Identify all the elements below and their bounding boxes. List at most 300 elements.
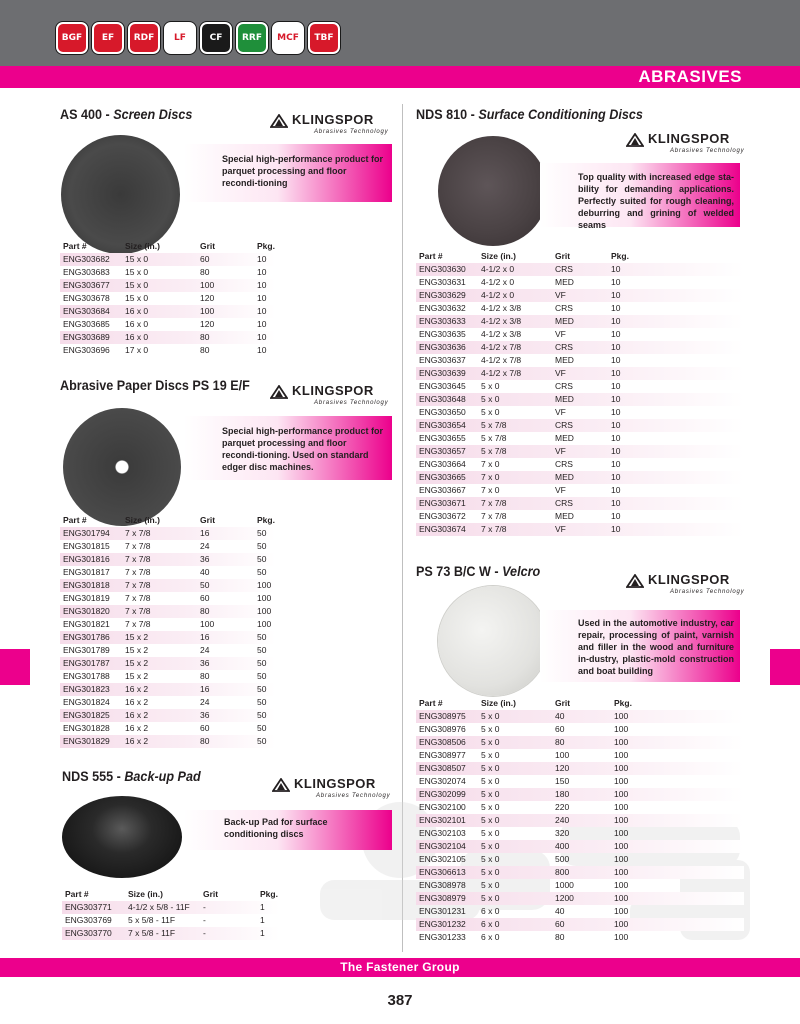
cell-grit: 180 xyxy=(555,789,570,799)
section-title-nds555 xyxy=(62,768,201,784)
cell-grit: 60 xyxy=(200,254,210,264)
cell-grit: CRS xyxy=(555,420,573,430)
cell-size: 7 x 7/8 xyxy=(125,541,151,551)
cell-part-number: ENG301829 xyxy=(63,736,110,746)
cell-part-number: ENG303696 xyxy=(63,345,110,355)
cell-pkg: 10 xyxy=(611,277,621,287)
cell-pkg: 10 xyxy=(257,280,267,290)
cell-pkg: 10 xyxy=(257,332,267,342)
cell-size: 4-1/2 x 5/8 - 11F xyxy=(128,902,190,912)
table-row xyxy=(62,927,280,940)
cell-grit: 1000 xyxy=(555,880,574,890)
cell-size: 5 x 0 xyxy=(481,394,500,404)
footer-band xyxy=(0,958,800,977)
cell-size: 4-1/2 x 7/8 xyxy=(481,342,522,352)
klingspor-mark-icon xyxy=(626,574,644,588)
cell-size: 4-1/2 x 7/8 xyxy=(481,355,522,365)
table-row xyxy=(416,458,744,471)
cell-part-number: ENG303655 xyxy=(419,433,466,443)
brand-name: KLINGSPOR xyxy=(292,112,374,127)
cell-size: 5 x 7/8 xyxy=(481,420,507,430)
cell-pkg: 10 xyxy=(257,254,267,264)
table-row xyxy=(416,866,744,879)
cell-size: 7 x 7/8 xyxy=(125,554,151,564)
cell-size: 5 x 0 xyxy=(481,381,500,391)
cell-size: 4-1/2 x 0 xyxy=(481,277,515,287)
cell-pkg: 10 xyxy=(611,407,621,417)
cell-pkg: 100 xyxy=(614,750,629,760)
parts-table-nds555 xyxy=(62,888,280,940)
cell-part-number: ENG301820 xyxy=(63,606,110,616)
title-code: Abrasive Paper Discs PS 19 E/F xyxy=(60,377,250,393)
category-band xyxy=(0,66,800,88)
table-row xyxy=(416,523,744,536)
cell-size: 7 x 0 xyxy=(481,472,500,482)
brand-logo-icon xyxy=(272,22,304,54)
cell-pkg: 10 xyxy=(611,316,621,326)
brand-tagline: Abrasives Technology xyxy=(670,148,745,154)
cell-pkg: 10 xyxy=(611,459,621,469)
cell-part-number: ENG303639 xyxy=(419,368,466,378)
cell-size: 6 x 0 xyxy=(481,932,500,942)
cell-grit: VF xyxy=(555,524,566,534)
cell-pkg: 100 xyxy=(614,841,629,851)
cell-pkg: 10 xyxy=(611,446,621,456)
table-row xyxy=(60,722,276,735)
cell-grit: 80 xyxy=(200,736,210,746)
cell-part-number: ENG303674 xyxy=(419,524,466,534)
cell-grit: 80 xyxy=(200,267,210,277)
cell-pkg: 10 xyxy=(611,290,621,300)
table-row xyxy=(60,566,276,579)
table-row xyxy=(60,579,276,592)
cell-pkg: 100 xyxy=(614,867,629,877)
col-pkg: Pkg. xyxy=(257,515,275,525)
table-row xyxy=(416,263,744,276)
cell-size: 5 x 0 xyxy=(481,867,500,877)
brand-logo-label: CF xyxy=(209,33,223,43)
table-row xyxy=(416,762,744,775)
cell-size: 7 x 7/8 xyxy=(481,498,507,508)
cell-grit: 60 xyxy=(555,724,565,734)
table-row xyxy=(60,631,276,644)
table-row xyxy=(416,445,744,458)
cell-grit: 40 xyxy=(555,711,565,721)
col-grit: Grit xyxy=(203,889,219,899)
table-row xyxy=(416,788,744,801)
cell-grit: 16 xyxy=(200,528,210,538)
cell-size: 5 x 0 xyxy=(481,893,500,903)
title-code: AS 400 - xyxy=(60,106,110,122)
col-pkg: Pkg. xyxy=(257,241,275,251)
table-row xyxy=(60,735,276,748)
cell-pkg: 10 xyxy=(611,524,621,534)
table-row xyxy=(60,553,276,566)
parts-table-as400 xyxy=(60,240,276,357)
cell-size: 6 x 0 xyxy=(481,906,500,916)
table-row xyxy=(416,892,744,905)
table-row xyxy=(416,510,744,523)
cell-grit: MED xyxy=(555,433,574,443)
parts-table-ps73 xyxy=(416,697,744,944)
cell-part-number: ENG303770 xyxy=(65,928,112,938)
table-header xyxy=(416,697,744,710)
table-row xyxy=(60,527,276,540)
cell-grit: MED xyxy=(555,316,574,326)
cell-size: 16 x 2 xyxy=(125,710,149,720)
cell-grit: MED xyxy=(555,511,574,521)
cell-pkg: 100 xyxy=(257,606,272,616)
cell-part-number: ENG301816 xyxy=(63,554,110,564)
klingspor-logo xyxy=(626,572,745,600)
cell-grit: 40 xyxy=(200,567,210,577)
table-row xyxy=(416,905,744,918)
table-row xyxy=(416,931,744,944)
cell-size: 15 x 0 xyxy=(125,267,149,277)
cell-part-number: ENG303654 xyxy=(419,420,466,430)
cell-part-number: ENG303672 xyxy=(419,511,466,521)
cell-size: 5 x 0 xyxy=(481,880,500,890)
cell-size: 5 x 0 xyxy=(481,724,500,734)
col-part: Part # xyxy=(65,889,89,899)
cell-pkg: 50 xyxy=(257,541,267,551)
cell-size: 15 x 2 xyxy=(125,632,149,642)
cell-pkg: 50 xyxy=(257,697,267,707)
cell-pkg: 10 xyxy=(611,472,621,482)
product-description: Back-up Pad for surface conditioning discs xyxy=(224,817,328,839)
cell-part-number: ENG308507 xyxy=(419,763,466,773)
table-row xyxy=(416,328,744,341)
cell-part-number: ENG303650 xyxy=(419,407,466,417)
cell-part-number: ENG301232 xyxy=(419,919,466,929)
cell-size: 5 x 0 xyxy=(481,854,500,864)
cell-part-number: ENG303648 xyxy=(419,394,466,404)
cell-pkg: 10 xyxy=(611,433,621,443)
cell-pkg: 1 xyxy=(260,915,265,925)
cell-grit: - xyxy=(203,928,206,938)
table-row xyxy=(60,657,276,670)
cell-grit: 80 xyxy=(555,932,565,942)
table-row xyxy=(60,592,276,605)
table-row xyxy=(416,853,744,866)
cell-size: 5 x 0 xyxy=(481,737,500,747)
table-row xyxy=(416,736,744,749)
table-row xyxy=(416,289,744,302)
table-row xyxy=(60,292,276,305)
cell-size: 15 x 0 xyxy=(125,254,149,264)
cell-part-number: ENG301818 xyxy=(63,580,110,590)
table-row xyxy=(60,618,276,631)
cell-part-number: ENG303657 xyxy=(419,446,466,456)
cell-part-number: ENG302103 xyxy=(419,828,466,838)
col-part: Part # xyxy=(63,241,87,251)
cell-part-number: ENG301825 xyxy=(63,710,110,720)
cell-pkg: 10 xyxy=(611,342,621,352)
cell-grit: 120 xyxy=(200,319,215,329)
brand-logo-icon xyxy=(200,22,232,54)
cell-part-number: ENG301789 xyxy=(63,645,110,655)
cell-part-number: ENG303630 xyxy=(419,264,466,274)
cell-pkg: 10 xyxy=(257,319,267,329)
cell-size: 16 x 0 xyxy=(125,306,149,316)
cell-part-number: ENG303667 xyxy=(419,485,466,495)
cell-pkg: 100 xyxy=(614,789,629,799)
title-code: PS 73 B/C W - xyxy=(416,563,499,579)
cell-grit: - xyxy=(203,902,206,912)
title-name: Velcro xyxy=(502,563,541,579)
cell-pkg: 10 xyxy=(257,293,267,303)
table-row xyxy=(60,696,276,709)
cell-part-number: ENG303664 xyxy=(419,459,466,469)
col-size: Size (in.) xyxy=(125,515,160,525)
brand-tagline: Abrasives Technology xyxy=(316,793,391,799)
cell-grit: 500 xyxy=(555,854,570,864)
category-title: ABRASIVES xyxy=(638,67,742,86)
cell-part-number: ENG303629 xyxy=(419,290,466,300)
backup-pad-image xyxy=(62,796,182,878)
cell-pkg: 10 xyxy=(257,345,267,355)
cell-size: 7 x 0 xyxy=(481,459,500,469)
cell-size: 16 x 2 xyxy=(125,684,149,694)
table-row xyxy=(416,367,744,380)
table-row xyxy=(416,827,744,840)
brand-tagline: Abrasives Technology xyxy=(670,589,745,595)
cell-pkg: 100 xyxy=(257,593,272,603)
cell-part-number: ENG303678 xyxy=(63,293,110,303)
brand-name: KLINGSPOR xyxy=(292,383,374,398)
cell-size: 5 x 0 xyxy=(481,802,500,812)
cell-part-number: ENG301815 xyxy=(63,541,110,551)
brand-name: KLINGSPOR xyxy=(648,131,730,146)
cell-pkg: 10 xyxy=(611,420,621,430)
cell-pkg: 100 xyxy=(614,893,629,903)
cell-pkg: 100 xyxy=(614,724,629,734)
cell-size: 5 x 0 xyxy=(481,776,500,786)
cell-pkg: 1 xyxy=(260,902,265,912)
brand-logo-label: TBF xyxy=(314,33,334,43)
brand-logo-label: LF xyxy=(174,33,186,43)
cell-pkg: 10 xyxy=(611,498,621,508)
cell-part-number: ENG303645 xyxy=(419,381,466,391)
title-code: NDS 555 - xyxy=(62,768,121,784)
cell-grit: - xyxy=(203,915,206,925)
cell-part-number: ENG308979 xyxy=(419,893,466,903)
klingspor-logo xyxy=(270,383,389,411)
cell-grit: VF xyxy=(555,329,566,339)
cell-grit: VF xyxy=(555,446,566,456)
cell-grit: MED xyxy=(555,394,574,404)
cell-grit: 40 xyxy=(555,906,565,916)
table-row xyxy=(60,305,276,318)
table-row xyxy=(416,801,744,814)
cell-grit: 120 xyxy=(555,763,570,773)
cell-part-number: ENG306613 xyxy=(419,867,466,877)
cell-part-number: ENG301823 xyxy=(63,684,110,694)
cell-pkg: 50 xyxy=(257,723,267,733)
cell-pkg: 10 xyxy=(611,264,621,274)
cell-size: 16 x 0 xyxy=(125,332,149,342)
table-row xyxy=(416,341,744,354)
section-title-as400 xyxy=(60,106,192,122)
col-pkg: Pkg. xyxy=(611,251,629,261)
side-tab-right xyxy=(770,649,800,685)
cell-grit: 80 xyxy=(200,332,210,342)
cell-size: 16 x 2 xyxy=(125,697,149,707)
cell-part-number: ENG303771 xyxy=(65,902,112,912)
cell-size: 5 x 7/8 xyxy=(481,433,507,443)
column-divider xyxy=(402,104,403,952)
table-row xyxy=(416,406,744,419)
cell-grit: 60 xyxy=(200,723,210,733)
table-header xyxy=(416,250,744,263)
table-row xyxy=(416,775,744,788)
table-row xyxy=(416,484,744,497)
cell-grit: MED xyxy=(555,277,574,287)
cell-grit: 36 xyxy=(200,554,210,564)
cell-part-number: ENG303769 xyxy=(65,915,112,925)
klingspor-mark-icon xyxy=(270,114,288,128)
page-number: 387 xyxy=(387,992,413,1009)
brand-logo-label: RRF xyxy=(241,33,262,43)
col-grit: Grit xyxy=(555,251,571,261)
cell-part-number: ENG302074 xyxy=(419,776,466,786)
table-row xyxy=(60,318,276,331)
section-title-ps73 xyxy=(416,563,540,579)
cell-pkg: 100 xyxy=(614,815,629,825)
table-row xyxy=(62,914,280,927)
cell-part-number: ENG308978 xyxy=(419,880,466,890)
brand-logo-icon xyxy=(236,22,268,54)
table-row xyxy=(60,253,276,266)
cell-part-number: ENG303631 xyxy=(419,277,466,287)
cell-grit: MED xyxy=(555,355,574,365)
cell-grit: 320 xyxy=(555,828,570,838)
cell-grit: CRS xyxy=(555,342,573,352)
cell-size: 7 x 0 xyxy=(481,485,500,495)
cell-pkg: 10 xyxy=(611,485,621,495)
brand-tagline: Abrasives Technology xyxy=(314,400,389,406)
cell-pkg: 10 xyxy=(611,394,621,404)
cell-part-number: ENG303684 xyxy=(63,306,110,316)
cell-grit: CRS xyxy=(555,303,573,313)
cell-size: 5 x 0 xyxy=(481,789,500,799)
table-row xyxy=(416,840,744,853)
cell-part-number: ENG308976 xyxy=(419,724,466,734)
table-row xyxy=(416,879,744,892)
cell-pkg: 50 xyxy=(257,671,267,681)
col-size: Size (in.) xyxy=(481,251,516,261)
cell-grit: VF xyxy=(555,290,566,300)
cell-pkg: 10 xyxy=(611,355,621,365)
cell-part-number: ENG301786 xyxy=(63,632,110,642)
cell-size: 15 x 2 xyxy=(125,658,149,668)
company-name: The Fastener Group xyxy=(340,960,460,974)
cell-part-number: ENG301817 xyxy=(63,567,110,577)
cell-part-number: ENG301788 xyxy=(63,671,110,681)
table-row xyxy=(416,723,744,736)
table-row xyxy=(416,302,744,315)
cell-part-number: ENG303683 xyxy=(63,267,110,277)
cell-part-number: ENG302099 xyxy=(419,789,466,799)
table-row xyxy=(416,710,744,723)
klingspor-mark-icon xyxy=(626,133,644,147)
cell-size: 4-1/2 x 3/8 xyxy=(481,316,522,326)
cell-size: 15 x 2 xyxy=(125,671,149,681)
cell-part-number: ENG301824 xyxy=(63,697,110,707)
cell-part-number: ENG303677 xyxy=(63,280,110,290)
table-row xyxy=(416,380,744,393)
col-part: Part # xyxy=(419,698,443,708)
cell-grit: VF xyxy=(555,485,566,495)
cell-grit: 50 xyxy=(200,580,210,590)
cell-size: 5 x 0 xyxy=(481,407,500,417)
cell-size: 6 x 0 xyxy=(481,919,500,929)
cell-size: 17 x 0 xyxy=(125,345,149,355)
cell-part-number: ENG303635 xyxy=(419,329,466,339)
cell-grit: VF xyxy=(555,368,566,378)
cell-size: 16 x 2 xyxy=(125,723,149,733)
cell-pkg: 10 xyxy=(257,306,267,316)
cell-grit: 36 xyxy=(200,710,210,720)
cell-part-number: ENG301821 xyxy=(63,619,110,629)
cell-grit: 1200 xyxy=(555,893,574,903)
cell-grit: 16 xyxy=(200,632,210,642)
cell-part-number: ENG301819 xyxy=(63,593,110,603)
table-row xyxy=(416,432,744,445)
product-description: Special high-performance product for parquet processing and floor recondi-tioning. Used on standard edger disc machines. xyxy=(222,426,384,472)
cell-size: 15 x 2 xyxy=(125,645,149,655)
col-part: Part # xyxy=(63,515,87,525)
col-size: Size (in.) xyxy=(128,889,163,899)
table-row xyxy=(416,749,744,762)
cell-grit: 100 xyxy=(200,280,215,290)
cell-pkg: 10 xyxy=(611,511,621,521)
cell-grit: CRS xyxy=(555,381,573,391)
brand-tagline: Abrasives Technology xyxy=(314,129,389,135)
cell-size: 5 x 0 xyxy=(481,841,500,851)
cell-grit: 120 xyxy=(200,293,215,303)
cell-size: 15 x 0 xyxy=(125,293,149,303)
cell-pkg: 50 xyxy=(257,567,267,577)
table-row xyxy=(416,471,744,484)
table-row xyxy=(62,901,280,914)
cell-grit: MED xyxy=(555,472,574,482)
cell-grit: 16 xyxy=(200,684,210,694)
cell-size: 5 x 0 xyxy=(481,711,500,721)
cell-pkg: 10 xyxy=(611,368,621,378)
cell-pkg: 100 xyxy=(614,854,629,864)
cell-part-number: ENG308975 xyxy=(419,711,466,721)
side-tab-left xyxy=(0,649,30,685)
cell-pkg: 100 xyxy=(614,919,629,929)
klingspor-mark-icon xyxy=(272,778,290,792)
table-row xyxy=(416,419,744,432)
table-header xyxy=(60,514,276,527)
table-row xyxy=(416,918,744,931)
parts-table-nds810 xyxy=(416,250,744,536)
table-row xyxy=(60,709,276,722)
cell-part-number: ENG303633 xyxy=(419,316,466,326)
table-row xyxy=(60,670,276,683)
cell-size: 7 x 7/8 xyxy=(125,580,151,590)
brand-logo-icon xyxy=(56,22,88,54)
table-row xyxy=(60,279,276,292)
brand-logo-label: RDF xyxy=(133,33,155,43)
cell-size: 4-1/2 x 3/8 xyxy=(481,329,522,339)
cell-grit: 60 xyxy=(555,919,565,929)
table-row xyxy=(60,266,276,279)
cell-grit: 80 xyxy=(200,606,210,616)
